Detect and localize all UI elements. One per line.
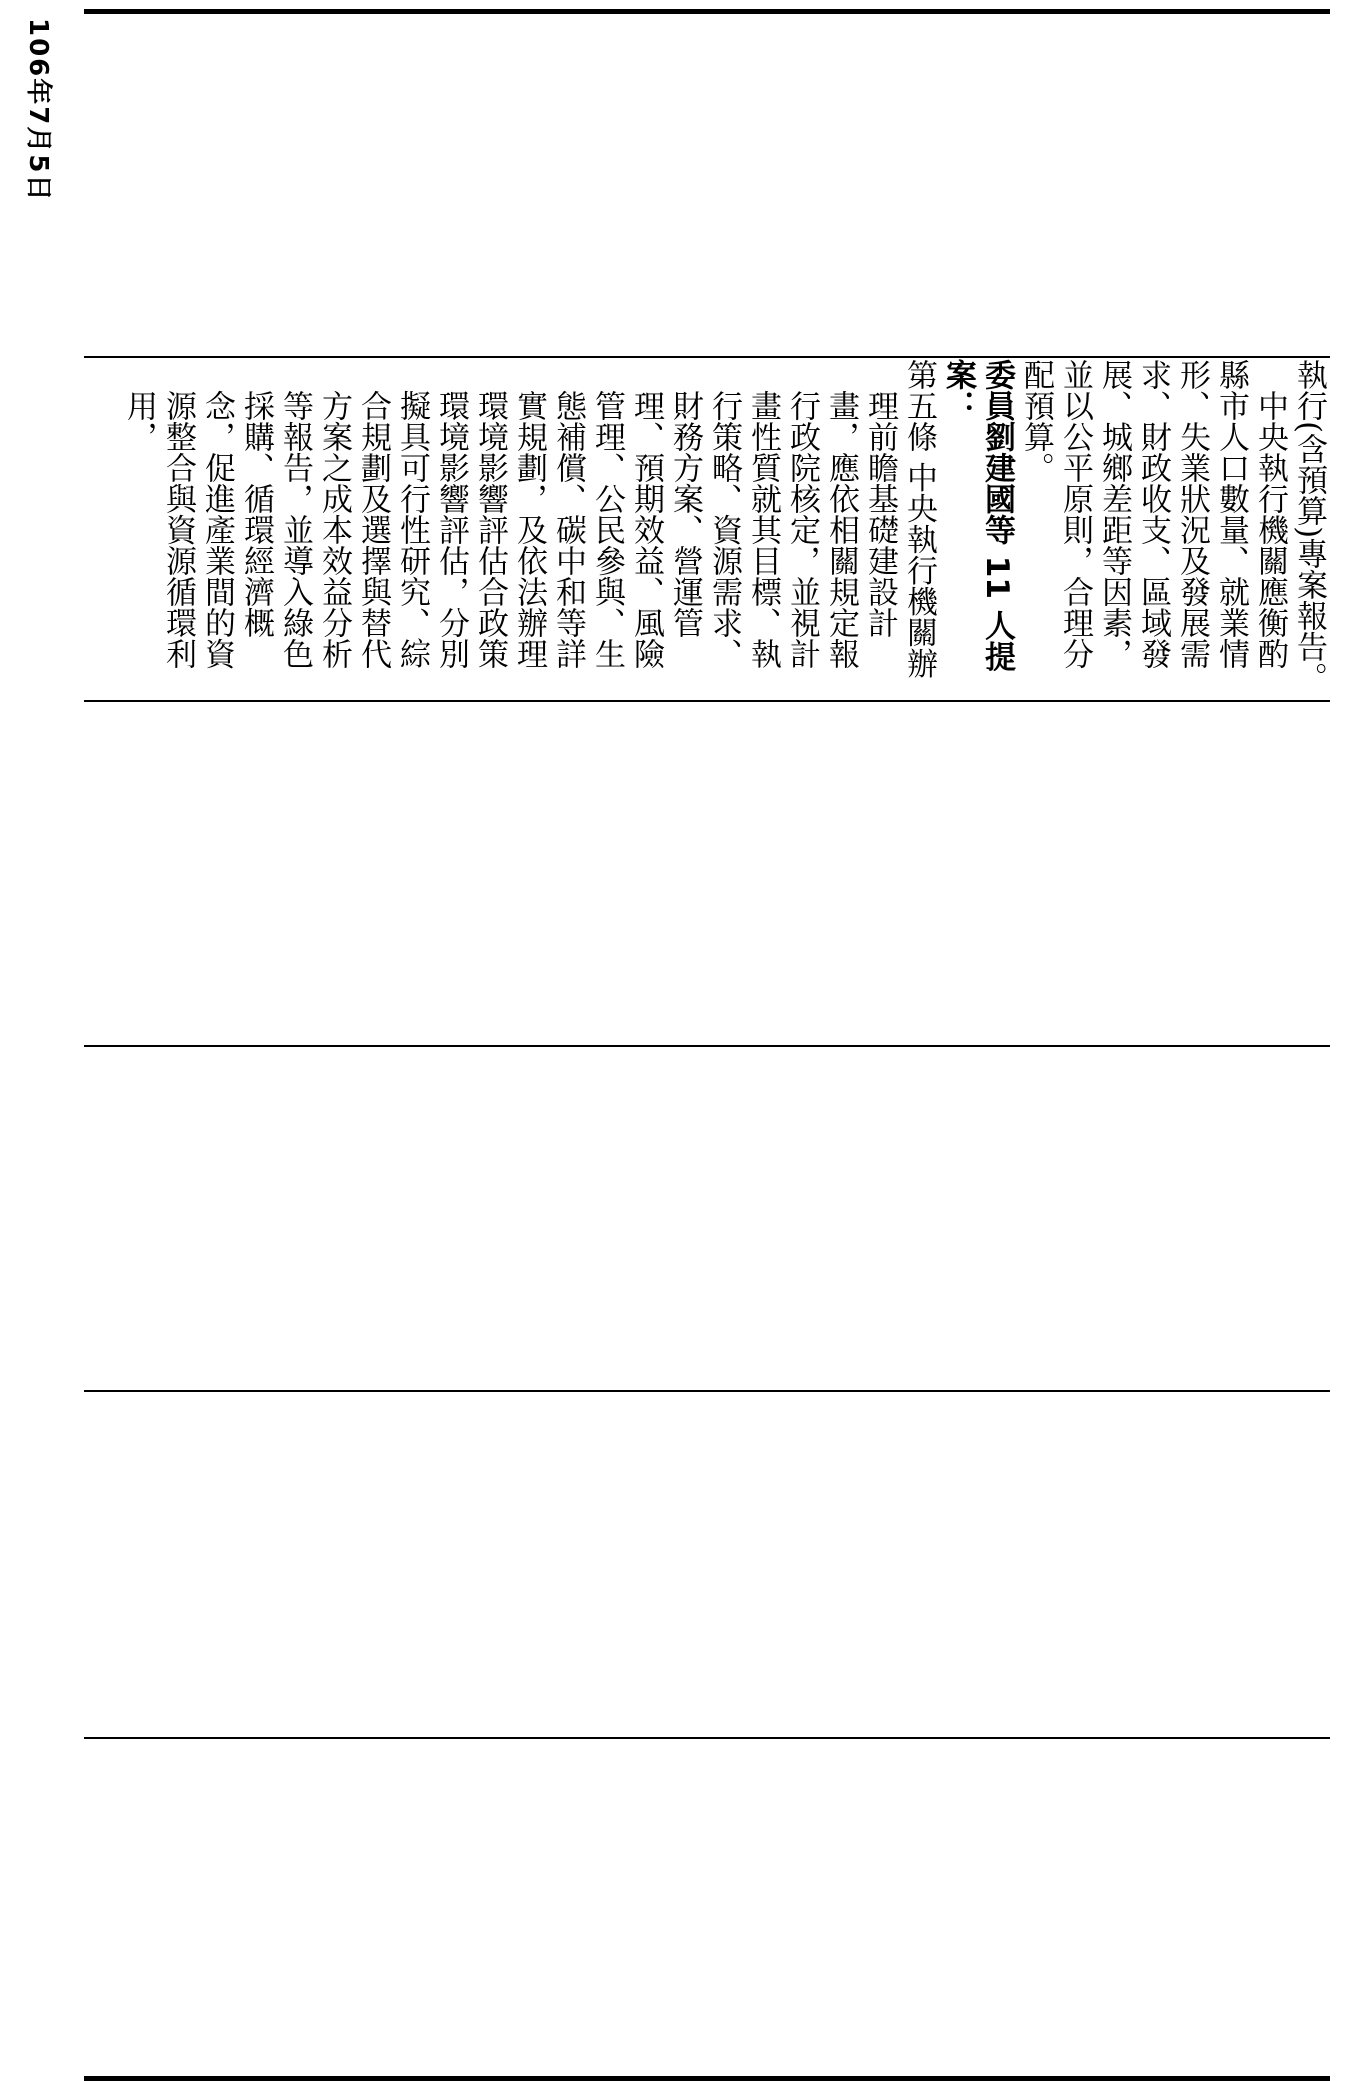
text-panel [86,359,1328,697]
row-divider [84,700,1330,702]
bottom-border [84,2076,1330,2081]
article-body [119,359,1328,697]
row-divider [84,1390,1330,1392]
article-five: 第五條 中央執行機關辦理前瞻基礎建設計畫，應依相關規定報行政院核定，並視計畫性質就其目標、執行策略、資源需求、財務方案、營運管理、預期效益、風險管理、公民參與、生態補償、碳中和等詳實規劃，及依法辦理環境影響評估合政策環境影響評估，分別擬具可行性研究、綜合規劃及選擇與替代方案之成本效益分析等報告，並導入綠色採購、循環經濟概念，促進產業間的資源整合與資源循環利用， [121,359,937,679]
row-divider [84,1045,1330,1047]
paragraph-report: 執行(含預算)專案報告。 [1291,359,1327,694]
paragraph-budget: 中央執行機關應衡酌縣市人口數量、就業情形、失業狀況及發展需求、財政收支、區域發展、城鄉差距等因素，並以公平原則，合理分配預算。 [1018,359,1288,669]
top-border [84,9,1330,14]
row-divider [84,1737,1330,1739]
row-divider [84,356,1330,358]
proposal-heading: 委員劉建國等 11 人提案： [940,359,1015,672]
page-date: 106年7月5日 [23,18,53,203]
